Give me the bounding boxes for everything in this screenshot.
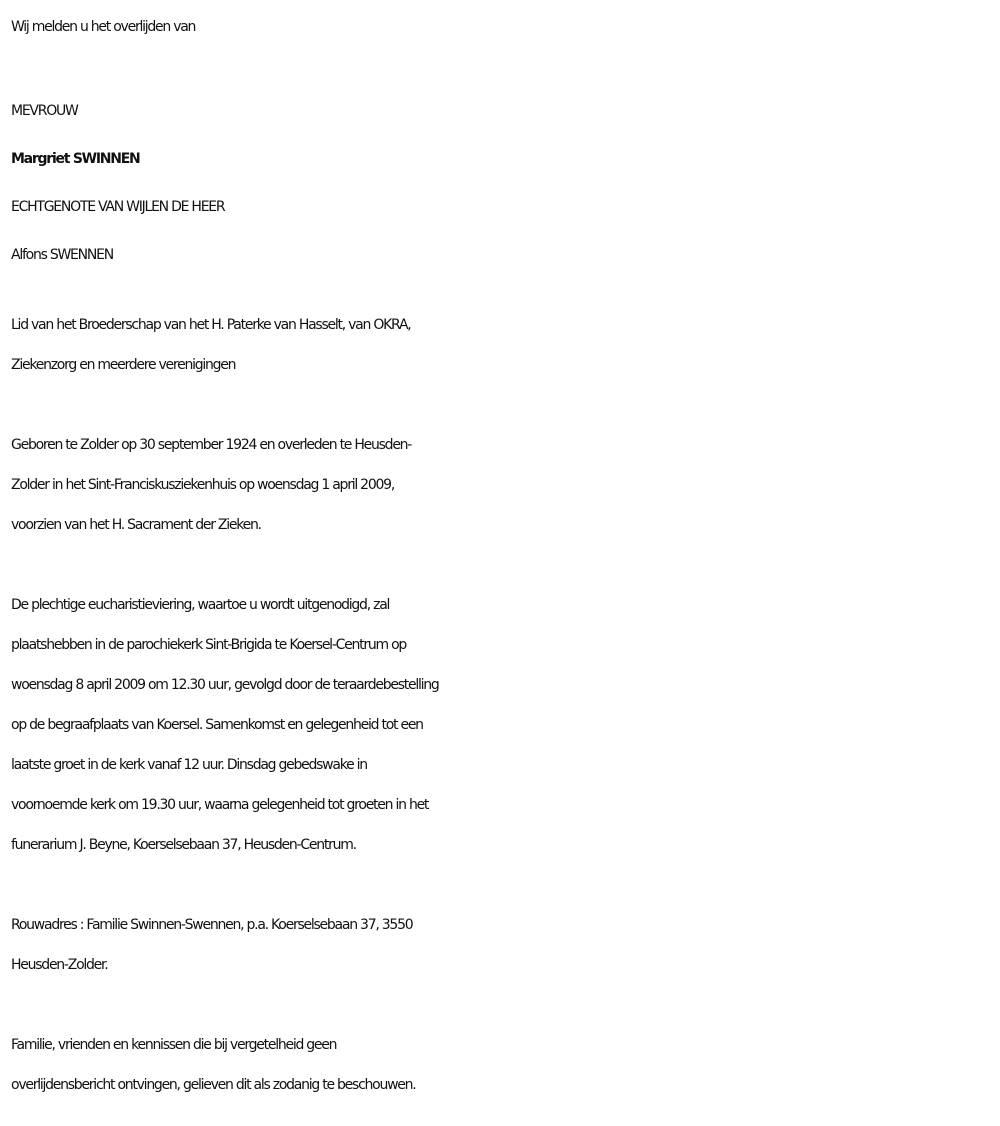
paragraph-line: voorzien van het H. Sacrament der Zieken.	[11, 517, 261, 533]
spouse-name: Alfons SWENNEN	[11, 247, 113, 263]
intro-text: Wij melden u het overlijden van	[11, 19, 196, 35]
membership-paragraph	[11, 305, 1000, 385]
paragraph-line: laatste groet in de kerk vanaf 12 uur. Dinsdag gebedswake in	[11, 757, 367, 773]
spacer	[11, 985, 1000, 1025]
address-paragraph	[11, 905, 1000, 985]
paragraph-line: De plechtige eucharistieviering, waartoe u wordt uitgenodigd, zal	[11, 597, 390, 613]
paragraph-line: plaatshebben in de parochiekerk Sint-Brigida te Koersel-Centrum op	[11, 637, 407, 653]
paragraph-line: Familie, vrienden en kennissen die bij vergetelheid geen	[11, 1037, 337, 1053]
paragraph-line: voornoemde kerk om 19.30 uur, waarna gelegenheid tot groeten in het	[11, 797, 429, 813]
spacer	[11, 279, 1000, 305]
paragraph-line: Ziekenzorg en meerdere verenigingen	[11, 357, 236, 373]
spacer	[11, 865, 1000, 905]
honorific-title: MEVROUW	[11, 103, 78, 119]
spacer	[11, 385, 1000, 425]
closing-paragraph	[11, 1025, 1000, 1105]
paragraph-line: Rouwadres : Familie Swinnen-Swennen, p.a. Koerselsebaan 37, 3550	[11, 917, 413, 933]
paragraph-line: overlijdensbericht ontvingen, gelieven dit als zodanig te beschouwen.	[11, 1077, 416, 1093]
paragraph-line: Heusden-Zolder.	[11, 957, 108, 973]
ceremony-paragraph	[11, 585, 1000, 865]
paragraph-line: Zolder in het Sint-Franciskusziekenhuis op woensdag 1 april 2009,	[11, 477, 395, 493]
spacer	[11, 545, 1000, 585]
paragraph-line: woensdag 8 april 2009 om 12.30 uur, gevolgd door de teraardebestelling	[11, 677, 439, 693]
spacer	[11, 47, 1000, 87]
deceased-name: Margriet SWINNEN	[11, 151, 140, 167]
birth-death-paragraph	[11, 425, 1000, 545]
paragraph-line: op de begraafplaats van Koersel. Samenkomst en gelegenheid tot een	[11, 717, 423, 733]
paragraph-line: Lid van het Broederschap van het H. Paterke van Hasselt, van OKRA,	[11, 317, 411, 333]
relation-text: ECHTGENOTE VAN WIJLEN DE HEER	[11, 199, 225, 215]
paragraph-line: Geboren te Zolder op 30 september 1924 en overleden te Heusden-	[11, 437, 412, 453]
paragraph-line: funerarium J. Beyne, Koerselsebaan 37, Heusden-Centrum.	[11, 837, 356, 853]
